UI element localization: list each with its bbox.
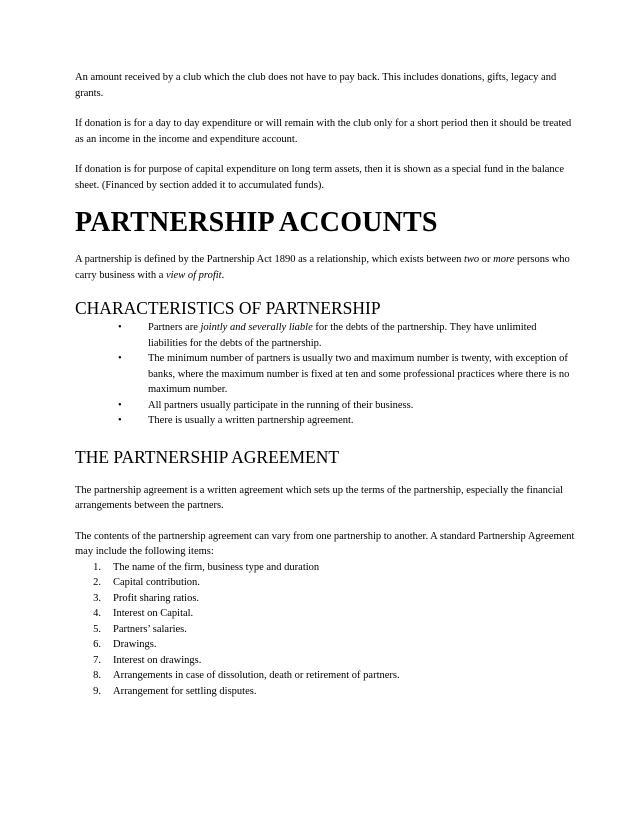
item-text: Capital contribution.: [113, 577, 200, 588]
definition-text-2: or: [479, 254, 494, 265]
agreement-items-list: [75, 560, 575, 700]
item-number: 2.: [93, 577, 101, 588]
list-item: [75, 622, 575, 638]
list-item: [75, 653, 575, 669]
definition-text-3: persons who carry business with a: [75, 254, 570, 281]
list-item: [75, 398, 575, 414]
intro-paragraph-1: An amount received by a club which the club does not have to pay back. This includes donations, gifts, legacy and grants.: [75, 72, 557, 99]
item-number: 7.: [93, 654, 101, 666]
item-text: Interest on drawings.: [113, 654, 202, 666]
list-item: [75, 320, 575, 351]
item-text: Interest on Capital.: [113, 608, 194, 619]
definition-emphasis-two: two: [464, 254, 480, 265]
partnership-definition: [75, 252, 575, 283]
item-text: The name of the firm, business type and duration: [113, 561, 320, 573]
list-item: [75, 413, 575, 429]
bullet-icon: •: [118, 353, 122, 364]
characteristics-list: [75, 320, 575, 429]
characteristic-1-text-post: for the debts of the partnership. They have unlimited liabilities for the debts of the partnership.: [148, 322, 537, 349]
characteristic-1-emphasis: jointly and severally liable: [200, 322, 313, 333]
bullet-icon: •: [118, 322, 122, 333]
item-number: 5.: [93, 623, 101, 635]
bullet-icon: •: [118, 415, 122, 426]
definition-emphasis-more: more: [493, 254, 515, 265]
characteristic-3-text: All partners usually participate in the running of their business.: [148, 399, 414, 411]
characteristic-4-text: There is usually a written partnership agreement.: [148, 415, 354, 426]
item-number: 8.: [93, 670, 101, 681]
list-item: [75, 560, 575, 576]
item-number: 6.: [93, 639, 101, 650]
agreement-paragraph-1: The partnership agreement is a written agreement which sets up the terms of the partnership, especially the financial arrangements between the partners.: [75, 484, 564, 511]
definition-emphasis-profit: view of profit: [165, 269, 222, 281]
characteristic-2-text: The minimum number of partners is usually two and maximum number is twenty, with exception of banks, where the maximum number is fixed at ten and some professional practices where there is no maximum number.: [148, 353, 570, 395]
document-page: [75, 70, 575, 699]
list-item: [75, 351, 575, 398]
definition-text-4: .: [221, 269, 225, 281]
agreement-paragraph-2: The contents of the partnership agreement can vary from one partnership to another. A standard Partnership Agreement may include the following items:: [75, 530, 575, 557]
list-item: [75, 591, 575, 607]
item-number: 4.: [93, 608, 101, 619]
item-number: 3.: [93, 592, 101, 604]
list-item: [75, 606, 575, 622]
item-text: Partners’ salaries.: [113, 623, 187, 635]
heading-partnership-agreement: THE PARTNERSHIP AGREEMENT: [75, 446, 340, 467]
list-item: [75, 637, 575, 653]
intro-paragraph-3: If donation is for purpose of capital expenditure on long term assets, then it is shown as a special fund in the balance sheet. (Financed by section added it to accumulated funds).: [75, 164, 564, 191]
bullet-icon: •: [118, 399, 122, 411]
item-number: 1.: [93, 561, 101, 573]
section-title-partnership-accounts: PARTNERSHIP ACCOUNTS: [75, 207, 438, 238]
characteristic-1-text-pre: Partners are: [148, 322, 201, 333]
list-item: [75, 684, 575, 700]
item-number: 9.: [93, 685, 101, 697]
heading-characteristics: CHARACTERISTICS OF PARTNERSHIP: [75, 298, 381, 318]
list-item: [75, 668, 575, 684]
definition-text-1: A partnership is defined by the Partnership Act 1890 as a relationship, which exists between: [75, 254, 464, 265]
item-text: Profit sharing ratios.: [113, 592, 200, 604]
item-text: Arrangements in case of dissolution, death or retirement of partners.: [113, 670, 400, 681]
item-text: Drawings.: [113, 639, 157, 650]
item-text: Arrangement for settling disputes.: [113, 685, 257, 697]
intro-paragraph-2: If donation is for a day to day expenditure or will remain with the club only for a short period then it should be treated as an income in the income and expenditure account.: [75, 118, 572, 145]
list-item: [75, 575, 575, 591]
